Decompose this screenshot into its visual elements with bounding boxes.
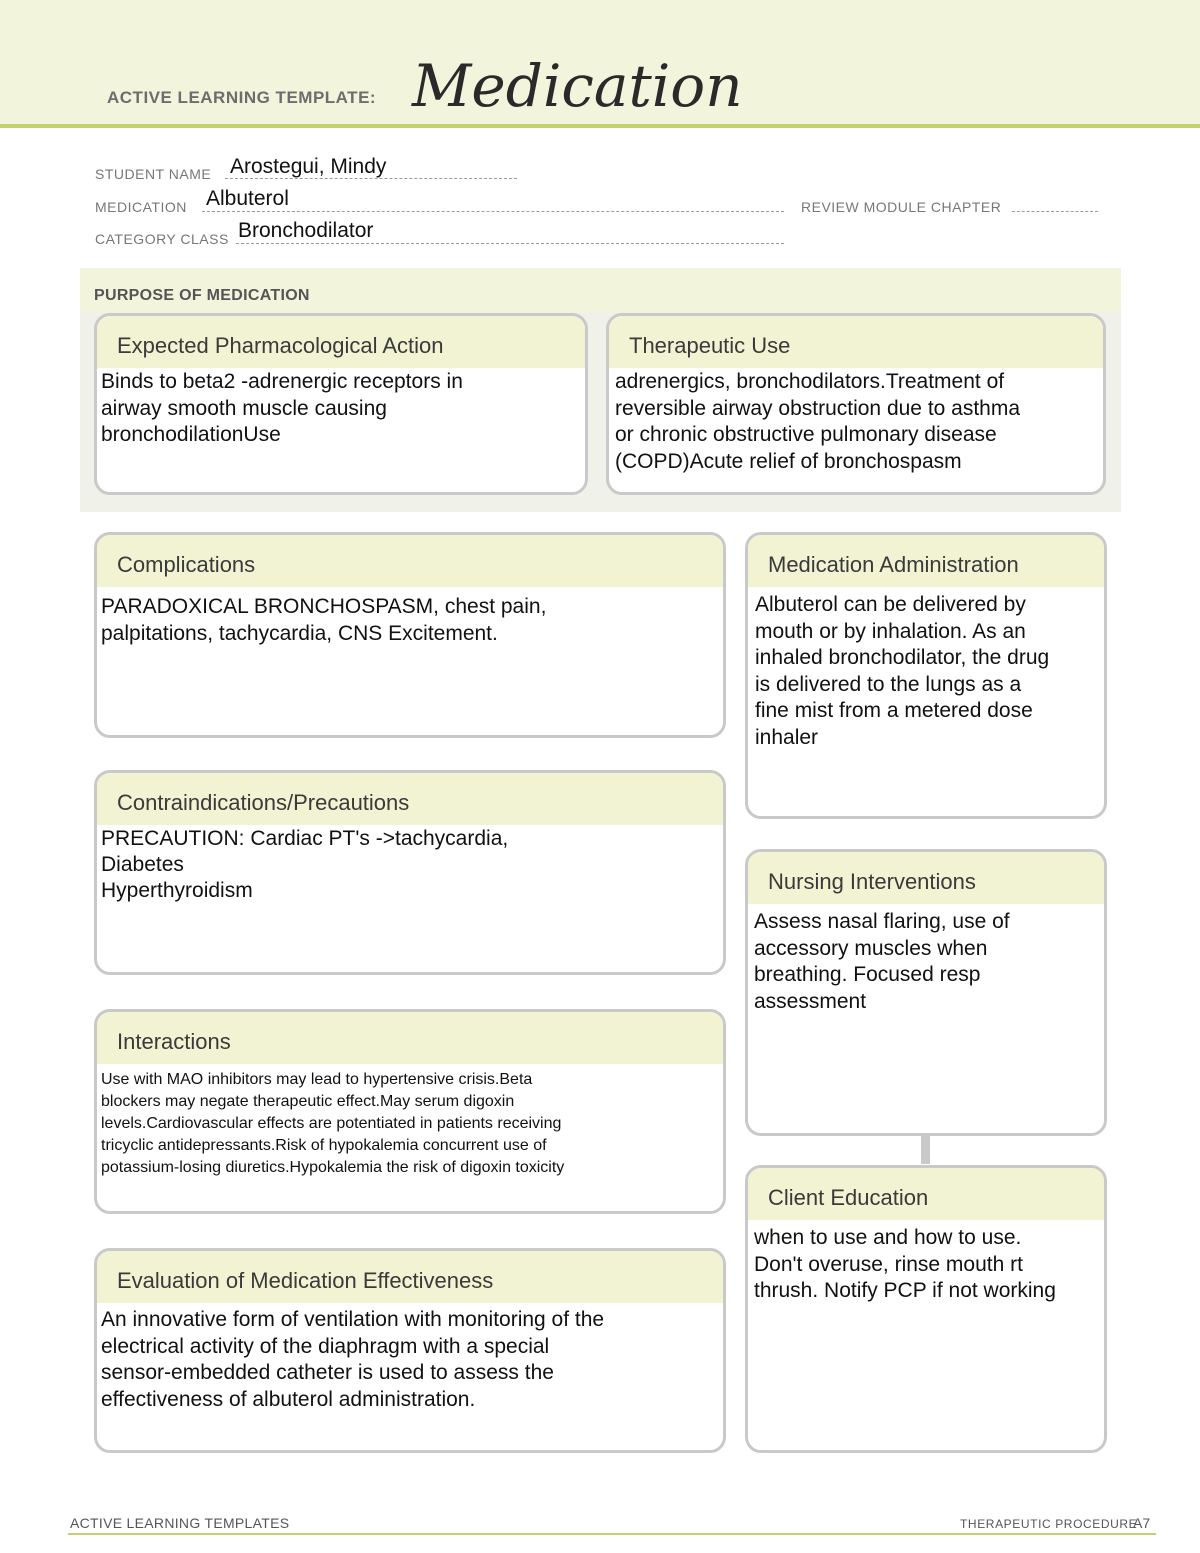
evaluation-box xyxy=(94,1248,726,1453)
administration-title: Medication Administration xyxy=(768,552,1019,577)
category-class-line xyxy=(236,243,784,244)
education-header xyxy=(748,1168,1104,1220)
contraindications-header xyxy=(97,773,723,825)
nursing-text[interactable]: Assess nasal flaring, use of accessory muscles when breathing. Focused resp assessment xyxy=(754,910,1010,1013)
page-title: Medication xyxy=(412,52,743,120)
contraindications-box xyxy=(94,770,726,975)
expected-action-title: Expected Pharmacological Action xyxy=(117,333,444,358)
student-name-field[interactable]: Arostegui, Mindy xyxy=(230,155,387,178)
nursing-box xyxy=(745,849,1107,1136)
medication-label: MEDICATION xyxy=(95,199,187,215)
therapeutic-use-header xyxy=(609,316,1103,368)
interactions-header xyxy=(97,1012,723,1064)
footer-page-number: A7 xyxy=(1133,1515,1151,1531)
review-module-label: REVIEW MODULE CHAPTER xyxy=(801,199,1002,215)
complications-text[interactable]: PARADOXICAL BRONCHOSPASM, chest pain, palpitations, tachycardia, CNS Excitement. xyxy=(101,595,547,645)
student-name-label: STUDENT NAME xyxy=(95,166,212,182)
nursing-header xyxy=(748,852,1104,904)
complications-header xyxy=(97,535,723,587)
template-label: ACTIVE LEARNING TEMPLATE: xyxy=(107,88,377,107)
evaluation-header xyxy=(97,1251,723,1303)
medication-line xyxy=(202,211,784,212)
therapeutic-use-text[interactable]: adrenergics, bronchodilators.Treatment of reversible airway obstruction due to asthma or chronic obstructive pulmonary disease (COPD)Acute relief of bronchospasm xyxy=(615,370,1021,473)
administration-header xyxy=(748,535,1104,587)
administration-text[interactable]: Albuterol can be delivered by mouth or by inhalation. As an inhaled bronchodilator, the drug is delivered to the lungs as a fine mist from a metered dose inhaler xyxy=(755,593,1050,749)
footer-left: ACTIVE LEARNING TEMPLATES xyxy=(70,1515,290,1531)
medication-field[interactable]: Albuterol xyxy=(206,187,289,210)
nursing-title: Nursing Interventions xyxy=(768,869,976,894)
interactions-box xyxy=(94,1009,726,1214)
evaluation-title: Evaluation of Medication Effectiveness xyxy=(117,1268,494,1293)
contraindications-title: Contraindications/Precautions xyxy=(117,790,410,815)
footer-line xyxy=(68,1533,1156,1535)
expected-action-box xyxy=(94,313,588,495)
expected-action-header xyxy=(97,316,585,368)
purpose-title: PURPOSE OF MEDICATION xyxy=(94,287,310,304)
contraindications-text[interactable]: PRECAUTION: Cardiac PT's ->tachycardia, Diabetes Hyperthyroidism xyxy=(101,827,509,902)
education-text[interactable]: when to use and how to use. Don't overuse, rinse mouth rt thrush. Notify PCP if not working xyxy=(754,1226,1056,1302)
expected-action-text[interactable]: Binds to beta2 -adrenergic receptors in airway smooth muscle causing bronchodilationUse xyxy=(101,370,463,446)
category-class-label: CATEGORY CLASS xyxy=(95,231,229,247)
complications-box xyxy=(94,532,726,738)
box-connector xyxy=(921,1134,930,1164)
evaluation-text[interactable]: An innovative form of ventilation with monitoring of the electrical activity of the diaphragm with a special sensor-embedded catheter is used to assess the effectiveness of albuterol administration. xyxy=(101,1308,605,1411)
category-class-field[interactable]: Bronchodilator xyxy=(238,219,374,242)
education-title: Client Education xyxy=(768,1185,929,1210)
complications-title: Complications xyxy=(117,552,256,577)
purpose-header xyxy=(80,268,1121,312)
footer-right: THERAPEUTIC PROCEDURE xyxy=(960,1517,1138,1531)
education-box xyxy=(745,1165,1107,1453)
review-module-field[interactable] xyxy=(1012,211,1098,212)
administration-box xyxy=(745,532,1107,819)
therapeutic-use-box xyxy=(606,313,1106,495)
interactions-text[interactable]: Use with MAO inhibitors may lead to hypertensive crisis.Beta blockers may negate therapeutic effect.May serum digoxin levels.Cardiovascular effects are potentiated in patients receiving tricyclic antidepressants.Risk of hypokalemia concurrent use of potassium-losing diuretics.Hypokalemia the risk of digoxin toxicity xyxy=(101,1071,565,1176)
interactions-title: Interactions xyxy=(117,1029,231,1054)
therapeutic-use-title: Therapeutic Use xyxy=(629,333,791,358)
